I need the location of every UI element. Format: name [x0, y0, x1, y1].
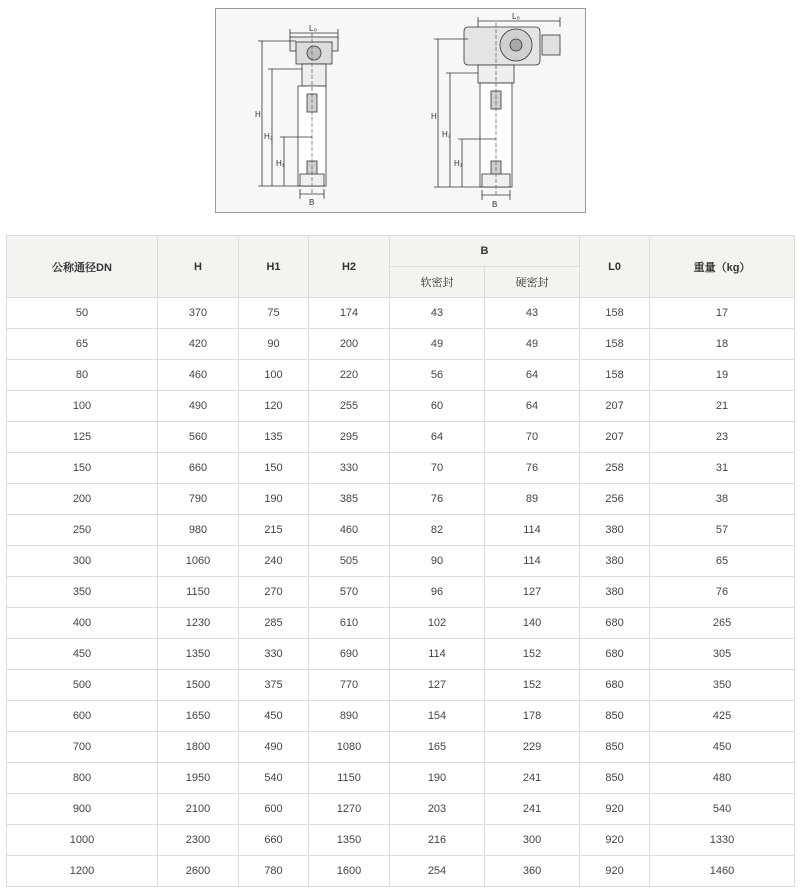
cell-weight: 57 — [650, 515, 795, 546]
table-row — [7, 360, 795, 391]
cell-weight: 265 — [650, 608, 795, 639]
cell-dn: 350 — [7, 577, 158, 608]
cell-b-soft: 190 — [390, 763, 485, 794]
cell-dn: 600 — [7, 701, 158, 732]
cell-l0: 920 — [580, 825, 650, 856]
cell-b-hard: 49 — [485, 329, 580, 360]
cell-l0: 158 — [580, 360, 650, 391]
cell-l0: 207 — [580, 422, 650, 453]
cell-h2: 1080 — [309, 732, 390, 763]
cell-h1: 660 — [239, 825, 309, 856]
left-h1-label: H₁ — [276, 159, 285, 168]
cell-weight: 1460 — [650, 856, 795, 887]
table-row — [7, 825, 795, 856]
cell-b-hard: 140 — [485, 608, 580, 639]
cell-dn: 1200 — [7, 856, 158, 887]
table-row — [7, 422, 795, 453]
header-b-hard: 硬密封 — [485, 267, 580, 298]
cell-h1: 90 — [239, 329, 309, 360]
cell-l0: 920 — [580, 856, 650, 887]
cell-dn: 400 — [7, 608, 158, 639]
cell-dn: 65 — [7, 329, 158, 360]
left-l0-label: L₀ — [309, 24, 317, 33]
cell-l0: 380 — [580, 515, 650, 546]
cell-b-hard: 152 — [485, 670, 580, 701]
cell-dn: 1000 — [7, 825, 158, 856]
cell-b-hard: 89 — [485, 484, 580, 515]
cell-h2: 295 — [309, 422, 390, 453]
cell-h1: 240 — [239, 546, 309, 577]
cell-b-soft: 70 — [390, 453, 485, 484]
cell-h2: 255 — [309, 391, 390, 422]
cell-b-hard: 229 — [485, 732, 580, 763]
table-row — [7, 577, 795, 608]
table-row — [7, 298, 795, 329]
cell-weight: 480 — [650, 763, 795, 794]
cell-h2: 1150 — [309, 763, 390, 794]
cell-b-hard: 152 — [485, 639, 580, 670]
cell-b-soft: 56 — [390, 360, 485, 391]
cell-b-soft: 96 — [390, 577, 485, 608]
cell-h: 1500 — [158, 670, 239, 701]
cell-h1: 100 — [239, 360, 309, 391]
cell-h2: 610 — [309, 608, 390, 639]
spec-table-header — [7, 236, 795, 298]
cell-h: 790 — [158, 484, 239, 515]
cell-b-soft: 43 — [390, 298, 485, 329]
cell-dn: 50 — [7, 298, 158, 329]
cell-h2: 890 — [309, 701, 390, 732]
cell-weight: 425 — [650, 701, 795, 732]
cell-b-hard: 114 — [485, 515, 580, 546]
cell-b-hard: 64 — [485, 360, 580, 391]
cell-b-hard: 241 — [485, 794, 580, 825]
cell-h1: 330 — [239, 639, 309, 670]
right-b-label: B — [492, 200, 498, 209]
cell-l0: 158 — [580, 329, 650, 360]
cell-h2: 174 — [309, 298, 390, 329]
cell-h: 1150 — [158, 577, 239, 608]
cell-h1: 490 — [239, 732, 309, 763]
cell-b-soft: 114 — [390, 639, 485, 670]
cell-b-hard: 43 — [485, 298, 580, 329]
table-row — [7, 639, 795, 670]
cell-weight: 350 — [650, 670, 795, 701]
spec-table — [6, 235, 795, 887]
table-row — [7, 732, 795, 763]
left-h2-label: H₂ — [264, 132, 273, 141]
cell-h2: 220 — [309, 360, 390, 391]
cell-weight: 65 — [650, 546, 795, 577]
table-row — [7, 391, 795, 422]
header-h: H — [158, 236, 239, 298]
cell-h: 420 — [158, 329, 239, 360]
cell-b-soft: 254 — [390, 856, 485, 887]
cell-h1: 75 — [239, 298, 309, 329]
cell-weight: 18 — [650, 329, 795, 360]
cell-h1: 540 — [239, 763, 309, 794]
cell-h2: 505 — [309, 546, 390, 577]
valve-dimension-diagram — [215, 8, 586, 213]
cell-h2: 570 — [309, 577, 390, 608]
table-row — [7, 608, 795, 639]
table-row — [7, 763, 795, 794]
cell-b-hard: 76 — [485, 453, 580, 484]
cell-b-soft: 82 — [390, 515, 485, 546]
table-row — [7, 546, 795, 577]
header-h2: H2 — [309, 236, 390, 298]
cell-h: 1350 — [158, 639, 239, 670]
table-row — [7, 856, 795, 887]
cell-weight: 76 — [650, 577, 795, 608]
cell-dn: 125 — [7, 422, 158, 453]
table-row — [7, 484, 795, 515]
cell-b-hard: 127 — [485, 577, 580, 608]
right-h1-label: H₁ — [454, 159, 463, 168]
cell-h2: 690 — [309, 639, 390, 670]
cell-dn: 800 — [7, 763, 158, 794]
cell-h2: 1350 — [309, 825, 390, 856]
table-row — [7, 794, 795, 825]
cell-dn: 150 — [7, 453, 158, 484]
dimension-drawing — [216, 9, 585, 212]
cell-b-hard: 178 — [485, 701, 580, 732]
header-b: B — [390, 236, 580, 267]
cell-h1: 450 — [239, 701, 309, 732]
cell-dn: 300 — [7, 546, 158, 577]
cell-h: 460 — [158, 360, 239, 391]
cell-h: 490 — [158, 391, 239, 422]
cell-l0: 380 — [580, 577, 650, 608]
cell-h2: 200 — [309, 329, 390, 360]
cell-h: 1060 — [158, 546, 239, 577]
cell-l0: 850 — [580, 701, 650, 732]
cell-l0: 258 — [580, 453, 650, 484]
cell-b-hard: 64 — [485, 391, 580, 422]
cell-h2: 330 — [309, 453, 390, 484]
cell-weight: 38 — [650, 484, 795, 515]
cell-dn: 100 — [7, 391, 158, 422]
left-h-label: H — [255, 110, 261, 119]
cell-h: 2600 — [158, 856, 239, 887]
cell-h: 660 — [158, 453, 239, 484]
cell-h1: 285 — [239, 608, 309, 639]
cell-h2: 460 — [309, 515, 390, 546]
cell-b-soft: 216 — [390, 825, 485, 856]
cell-h1: 215 — [239, 515, 309, 546]
table-row — [7, 515, 795, 546]
cell-h2: 385 — [309, 484, 390, 515]
cell-l0: 680 — [580, 670, 650, 701]
cell-h2: 1600 — [309, 856, 390, 887]
right-h2-label: H₂ — [442, 130, 451, 139]
cell-l0: 158 — [580, 298, 650, 329]
cell-b-hard: 360 — [485, 856, 580, 887]
cell-weight: 540 — [650, 794, 795, 825]
cell-b-soft: 165 — [390, 732, 485, 763]
cell-dn: 450 — [7, 639, 158, 670]
cell-b-soft: 102 — [390, 608, 485, 639]
spec-table-body — [7, 298, 795, 887]
right-h-label: H — [431, 112, 437, 121]
cell-h2: 1270 — [309, 794, 390, 825]
left-valve-drawing — [258, 29, 338, 199]
right-valve-drawing — [434, 17, 560, 200]
cell-dn: 250 — [7, 515, 158, 546]
cell-h: 370 — [158, 298, 239, 329]
cell-b-hard: 300 — [485, 825, 580, 856]
cell-h: 2300 — [158, 825, 239, 856]
cell-dn: 200 — [7, 484, 158, 515]
cell-weight: 305 — [650, 639, 795, 670]
cell-b-soft: 127 — [390, 670, 485, 701]
cell-h: 1800 — [158, 732, 239, 763]
header-weight: 重量（kg） — [650, 236, 795, 298]
cell-b-soft: 60 — [390, 391, 485, 422]
cell-b-hard: 241 — [485, 763, 580, 794]
table-row — [7, 701, 795, 732]
cell-h2: 770 — [309, 670, 390, 701]
cell-dn: 80 — [7, 360, 158, 391]
cell-weight: 1330 — [650, 825, 795, 856]
cell-h1: 375 — [239, 670, 309, 701]
cell-b-soft: 203 — [390, 794, 485, 825]
right-l0-label: L₀ — [512, 12, 520, 21]
cell-weight: 21 — [650, 391, 795, 422]
header-l0: L0 — [580, 236, 650, 298]
table-row — [7, 329, 795, 360]
cell-h1: 120 — [239, 391, 309, 422]
cell-dn: 500 — [7, 670, 158, 701]
cell-h1: 600 — [239, 794, 309, 825]
table-row — [7, 670, 795, 701]
cell-b-soft: 154 — [390, 701, 485, 732]
cell-weight: 23 — [650, 422, 795, 453]
cell-b-soft: 49 — [390, 329, 485, 360]
cell-h: 1950 — [158, 763, 239, 794]
cell-weight: 19 — [650, 360, 795, 391]
cell-l0: 850 — [580, 732, 650, 763]
cell-h1: 135 — [239, 422, 309, 453]
cell-weight: 17 — [650, 298, 795, 329]
cell-h1: 270 — [239, 577, 309, 608]
cell-h1: 190 — [239, 484, 309, 515]
cell-b-hard: 70 — [485, 422, 580, 453]
cell-h: 560 — [158, 422, 239, 453]
header-b-soft: 软密封 — [390, 267, 485, 298]
cell-h: 980 — [158, 515, 239, 546]
cell-l0: 920 — [580, 794, 650, 825]
cell-weight: 450 — [650, 732, 795, 763]
cell-l0: 850 — [580, 763, 650, 794]
table-row — [7, 453, 795, 484]
cell-h1: 780 — [239, 856, 309, 887]
cell-b-hard: 114 — [485, 546, 580, 577]
cell-l0: 207 — [580, 391, 650, 422]
cell-l0: 680 — [580, 608, 650, 639]
cell-dn: 700 — [7, 732, 158, 763]
cell-h1: 150 — [239, 453, 309, 484]
cell-l0: 256 — [580, 484, 650, 515]
cell-b-soft: 76 — [390, 484, 485, 515]
header-h1: H1 — [239, 236, 309, 298]
left-b-label: B — [309, 198, 315, 207]
cell-dn: 900 — [7, 794, 158, 825]
cell-h: 1230 — [158, 608, 239, 639]
cell-l0: 380 — [580, 546, 650, 577]
cell-b-soft: 64 — [390, 422, 485, 453]
cell-l0: 680 — [580, 639, 650, 670]
cell-b-soft: 90 — [390, 546, 485, 577]
header-dn: 公称通径DN — [7, 236, 158, 298]
cell-weight: 31 — [650, 453, 795, 484]
cell-h: 1650 — [158, 701, 239, 732]
cell-h: 2100 — [158, 794, 239, 825]
